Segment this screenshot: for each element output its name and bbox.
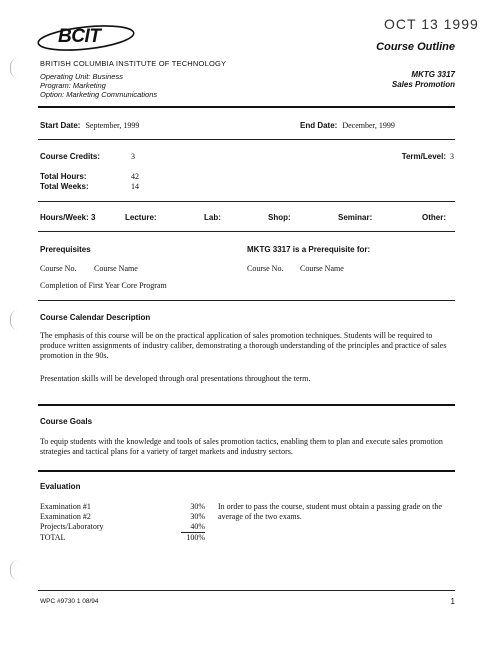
program-info <box>40 72 157 99</box>
divider <box>38 106 455 108</box>
program-option: Option: Marketing Communications <box>40 90 158 99</box>
term-level-label: Term/Level: <box>401 152 446 161</box>
binder-hole-mark <box>10 58 19 78</box>
course-title: Sales Promotion <box>391 80 455 89</box>
prereq-for-heading: MKTG 3317 is a Prerequisite for: <box>247 245 371 254</box>
start-date-value: September, 1999 <box>85 121 140 130</box>
evaluation-total-row <box>40 533 205 543</box>
prereq-col-course-no: Course No. <box>40 264 77 273</box>
credits-label: Course Credits: <box>40 152 101 161</box>
evaluation-pass-note: In order to pass the course, student must obtain a passing grade on the average of the two exams. <box>218 502 442 521</box>
program-name: Program: Marketing <box>40 81 106 90</box>
end-date-label: End Date: <box>300 121 338 130</box>
evaluation-item: Examination #1 <box>40 502 91 511</box>
seminar-label: Seminar: <box>338 213 373 222</box>
prereq-for-col-course-name: Course Name <box>300 264 344 273</box>
shop-label: Shop: <box>268 213 291 222</box>
evaluation-row <box>40 502 205 512</box>
divider <box>38 201 455 202</box>
received-date-stamp: OCT 13 1999 <box>384 16 479 32</box>
evaluation-row <box>40 512 205 522</box>
calendar-description: The emphasis of this course will be on the practical application of sales promotion techniques. Students will be required to produce written assignments of industry caliber, demonstrating a thorough understanding of the principles and practice of sales promotion in the 90s. <box>40 331 447 360</box>
presentation-note: Presentation skills will be developed through oral presentations throughout the term. <box>40 374 311 383</box>
divider <box>38 300 455 301</box>
evaluation-heading: Evaluation <box>40 482 81 491</box>
evaluation-percent: 30% <box>190 512 205 521</box>
end-date-value: December, 1999 <box>342 121 395 130</box>
evaluation-percent: 100% <box>186 533 205 542</box>
other-label: Other: <box>422 213 446 222</box>
term-level <box>402 152 454 161</box>
lecture-label: Lecture: <box>125 213 157 222</box>
evaluation-item: Examination #2 <box>40 512 91 521</box>
evaluation-item: TOTAL <box>40 533 66 542</box>
course-code: MKTG 3317 <box>411 70 455 79</box>
total-hours-label: Total Hours: <box>40 172 87 181</box>
total-weeks-label: Total Weeks: <box>40 182 89 191</box>
divider <box>38 590 455 591</box>
start-date-label: Start Date: <box>40 121 81 130</box>
total-hours-value: 42 <box>131 172 139 181</box>
divider <box>38 404 455 406</box>
bcit-logo <box>36 22 140 52</box>
evaluation-percent: 40% <box>181 522 205 533</box>
divider <box>38 470 455 472</box>
form-id: WPC #9730 1 08/94 <box>40 598 99 605</box>
course-id-block <box>392 70 455 90</box>
operating-unit: Operating Unit: Business <box>40 72 123 81</box>
prerequisites-heading: Prerequisites <box>40 245 91 254</box>
prereq-for-col-course-no: Course No. <box>247 264 284 273</box>
calendar-heading: Course Calendar Description <box>40 313 151 322</box>
evaluation-item: Projects/Laboratory <box>40 522 104 531</box>
binder-hole-mark <box>10 560 19 580</box>
divider <box>38 139 455 140</box>
divider <box>38 231 455 232</box>
evaluation-row <box>40 522 205 533</box>
term-level-value: 3 <box>450 152 454 161</box>
hours-per-week: Hours/Week: 3 <box>40 213 96 222</box>
page-number: 1 <box>450 597 455 606</box>
total-weeks-value: 14 <box>131 182 139 191</box>
evaluation-percent: 30% <box>190 502 205 511</box>
goals-heading: Course Goals <box>40 417 93 426</box>
institution-name: BRITISH COLUMBIA INSTITUTE OF TECHNOLOGY <box>40 59 227 68</box>
goals-text: To equip students with the knowledge and tools of sales promotion tactics, enabling them to plan and execute sales promotion strategies and tactical plans for a variety of target markets and industry sectors. <box>40 437 443 456</box>
start-date <box>40 121 139 130</box>
logo-wordmark: BCIT <box>58 26 101 47</box>
binder-hole-mark <box>10 310 19 330</box>
credits-value: 3 <box>131 152 135 161</box>
evaluation-table <box>40 502 205 543</box>
lab-label: Lab: <box>204 213 221 222</box>
prereq-entry: Completion of First Year Core Program <box>40 281 167 290</box>
prereq-col-course-name: Course Name <box>94 264 138 273</box>
end-date <box>300 121 395 130</box>
doc-type-title: Course Outline <box>376 41 455 53</box>
